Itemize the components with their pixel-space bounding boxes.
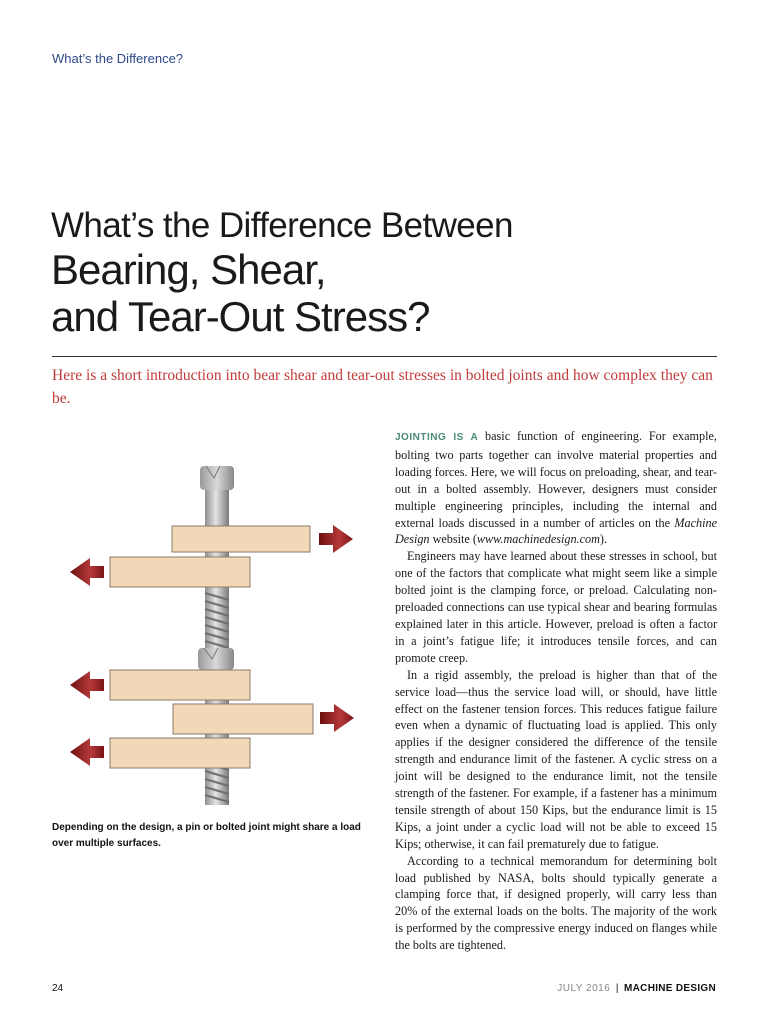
arrow-right-icon bbox=[319, 525, 353, 553]
article-title bbox=[51, 206, 721, 340]
body-paragraph: According to a technical memorandum for determining bolt load published by NASA, bolts should typically generate a clamping force that, if designed properly, will carry less than 20% of the external loads on the bolts. The majority of the work is performed by the compressive energy induced on flanges while the bolts are tightened. bbox=[395, 853, 717, 953]
figure-caption: Depending on the design, a pin or bolted joint might share a load over multiple surfaces. bbox=[52, 822, 361, 849]
title-line-2: Bearing, Shear, bbox=[51, 246, 326, 293]
issue-date: JULY 2016 bbox=[557, 983, 611, 994]
article-body bbox=[395, 428, 717, 954]
lead-in: JOINTING IS A bbox=[395, 432, 479, 443]
footer-publication: JULY 2016 | MACHINE DESIGN bbox=[557, 983, 716, 994]
page-number: 24 bbox=[52, 983, 64, 994]
arrow-right-icon bbox=[320, 704, 354, 732]
bolt-assembly-single-shear bbox=[70, 466, 353, 650]
body-paragraph: Engineers may have learned about these stresses in school, but one of the factors that complicate what might seem like a simple bolted joint is the clamping force, or preload. Calculating non-preloaded connections can use typical shear and bearing formulas explained later in this article. However, preload is often a factor in a joint’s fatigue life; it introduces tensile forces, and can promote creep. bbox=[395, 549, 717, 665]
body-paragraph: In a rigid assembly, the preload is higher than that of the service load—thus the service load will, or should, have little effect on the fastener tension forces. This reduces fatigue failure even when a dynamic of fluctuating load is applied. This only applies if the designer considered the difference of the tensile strength and endurance limit of the fastener. A cyclic stress on a joint will be designed to the endurance limit, not the tensile strength of the fastener. For example, if a fastener has a minimum tensile strength of about 150 Kips, but the endurance limit is 15 Kips, a joint under a cyclic load will not be able to exceed 15 Kips; otherwise, it can fail prematurely due to fatigue. bbox=[395, 667, 717, 851]
title-line-3: and Tear-Out Stress? bbox=[51, 293, 430, 340]
plate-upper bbox=[172, 526, 310, 552]
plate-middle bbox=[173, 704, 313, 734]
article-deck: Here is a short introduction into bear shear and tear-out stresses in bolted joints and how complex they can be. bbox=[52, 367, 713, 407]
bolted-joint-illustration bbox=[52, 428, 362, 818]
magazine-name: MACHINE DESIGN bbox=[624, 983, 716, 994]
plate-top bbox=[110, 670, 250, 700]
body-paragraph: JOINTING IS A basic function of engineering. For example, bolting two parts together can involve material properties and loading forces. Here, we will focus on preloading, shear, and tear-out in a bolted assembly. However, designers must consider multiple engineering principles, including the internal and external loads discussed in a number of articles on the Machine Design website (www.machinedesign.com). bbox=[395, 429, 717, 547]
title-divider bbox=[52, 356, 717, 357]
title-line-1: What’s the Difference Between bbox=[51, 206, 513, 245]
plate-lower bbox=[110, 557, 250, 587]
arrow-left-icon bbox=[70, 738, 104, 766]
arrow-left-icon bbox=[70, 671, 104, 699]
arrow-left-icon bbox=[70, 558, 104, 586]
plate-bottom bbox=[110, 738, 250, 768]
section-label: What’s the Difference? bbox=[52, 51, 184, 66]
bolt-assembly-double-shear bbox=[70, 648, 354, 805]
